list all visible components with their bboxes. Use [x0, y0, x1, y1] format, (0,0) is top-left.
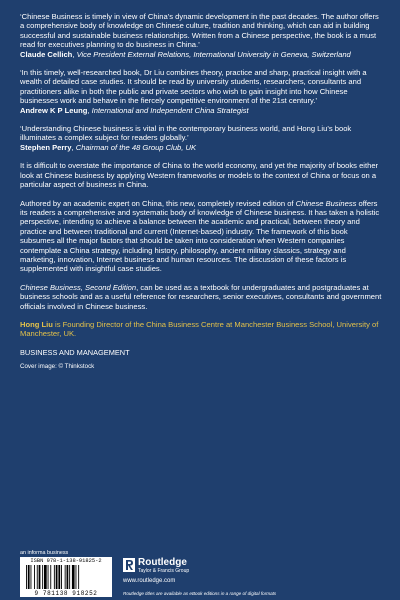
- endorsement-3: ‘Understanding Chinese business is vital in the contemporary business world, and Hong Liu’s book illuminates a complex subject for readers globally.’ Stephen Perry, Chairman of the 48 Group Club, UK: [20, 124, 382, 152]
- barcode: [20, 557, 112, 597]
- endorsement-1: ‘Chinese Business is timely in view of China’s dynamic development in the past decades. The author offers a comprehensive body of knowledge on Chinese culture, tradition and thinking, which can aid in building successful and sustainable business relationships. Written from a Chinese perspective, the book is a must read for executives planning to do business in China.’ Claude Cellich, Vice President External Relations, International University in Geneva, Switzerland: [20, 12, 382, 59]
- back-cover-text: [20, 12, 382, 372]
- endorsement-2: ‘In this timely, well-researched book, Dr Liu combines theory, practice and sharp, practical insight with a wealth of detailed case studies. It should be read by university students, researchers, consultants and practitioners alike in both the public and private sectors who wish to gain insight into how Chinese businesses work and behave in the fiercely competitive environment of the 21st century.’ Andrew K P Leung, International and Independent China Strategist: [20, 68, 382, 115]
- endorsement-author: Stephen Perry: [20, 142, 72, 152]
- description-paragraph-3: [20, 283, 382, 311]
- endorsement-role: International and Independent China Strategist: [91, 105, 249, 115]
- description-paragraph-1: It is difficult to overstate the importance of China to the world economy, and yet the majority of books either look at Chinese business by applying Western frameworks or models to the context of China or focus on a particular aspect of business in China.: [20, 161, 379, 190]
- endorsement-role: Vice President External Relations, International University in Geneva, Switzerland: [76, 49, 351, 59]
- endorsement-author: Claude Cellich: [20, 49, 73, 59]
- isbn-digits: 9 781138 918252: [34, 590, 98, 597]
- publisher-url[interactable]: www.routledge.com: [123, 578, 176, 584]
- book-title: Chinese Business, Second Edition: [20, 282, 137, 292]
- endorsement-text: ‘In this timely, well-researched book, Dr Liu combines theory, practice and sharp, practical insight with a wealth of detailed case studies. It should be read by university students, researchers, consultants and practitioners alike in both the public and private sectors who wish to gain insight into how Chinese businesses work and behave in the fiercely competitive environment of the 21st century.’: [20, 68, 367, 106]
- routledge-logo-icon: [123, 558, 135, 572]
- author-name: Hong Liu: [20, 319, 53, 329]
- text-run: offers its readers a comprehensive and systematic body of knowledge of Chinese business. It has taken a holistic perspective, intending to achieve a balance between the academic and practical, between theory and practice and between traditional and current (Internet-based) industry. The framework of this book subsumes all the major factors that should be taken into consideration when Western companies contemplate a China strategy, including history, philosophy, ancient military classics, strategy and marketing, innovation, Internet business and human resources. The discussion of these factors is supplemented with insightful case studies.: [20, 198, 380, 274]
- author-bio: [20, 320, 382, 339]
- publisher-name: Routledge: [138, 557, 187, 568]
- cover-credit: Cover image: © Thinkstock: [20, 363, 95, 371]
- author-bio-text: is Founding Director of the China Business Centre at Manchester Business School, University of Manchester, UK.: [20, 319, 379, 339]
- endorsement-text: ‘Understanding Chinese business is vital in the contemporary business world, and Hong Liu’s book illuminates a complex subject for readers globally.’: [20, 124, 352, 143]
- footer: [20, 550, 382, 598]
- text-run: Authored by an academic expert on China, this new, completely revised edition of: [20, 198, 296, 208]
- isbn-label: ISBN 978-1-138-91825-2: [30, 558, 102, 564]
- description-paragraph-2: [20, 199, 382, 274]
- endorsement-author: Andrew K P Leung: [20, 105, 88, 115]
- barcode-bars: [26, 565, 106, 589]
- publisher-group: Taylor & Francis Group: [138, 568, 190, 574]
- book-title: Chinese Business: [295, 198, 357, 208]
- subject-category: BUSINESS AND MANAGEMENT: [20, 347, 130, 357]
- ebook-note: Routledge titles are available as eBook editions in a range of digital formats: [123, 591, 277, 596]
- endorsement-text: ‘Chinese Business is timely in view of China’s dynamic development in the past decades. The author offers a comprehensive body of knowledge on Chinese culture, tradition and thinking, which can aid in building successful and sustainable business relationships. Written from a Chinese perspective, the book is a must read for executives planning to do business in China.’: [20, 12, 379, 50]
- informa-label: an informa business: [20, 550, 69, 556]
- endorsement-role: Chairman of the 48 Group Club, UK: [75, 142, 197, 152]
- text-run: , can be used as a textbook for undergraduates and postgraduates at business schools and as a useful reference for researchers, senior executives, consultants and government officials involved in Chinese business.: [20, 282, 382, 311]
